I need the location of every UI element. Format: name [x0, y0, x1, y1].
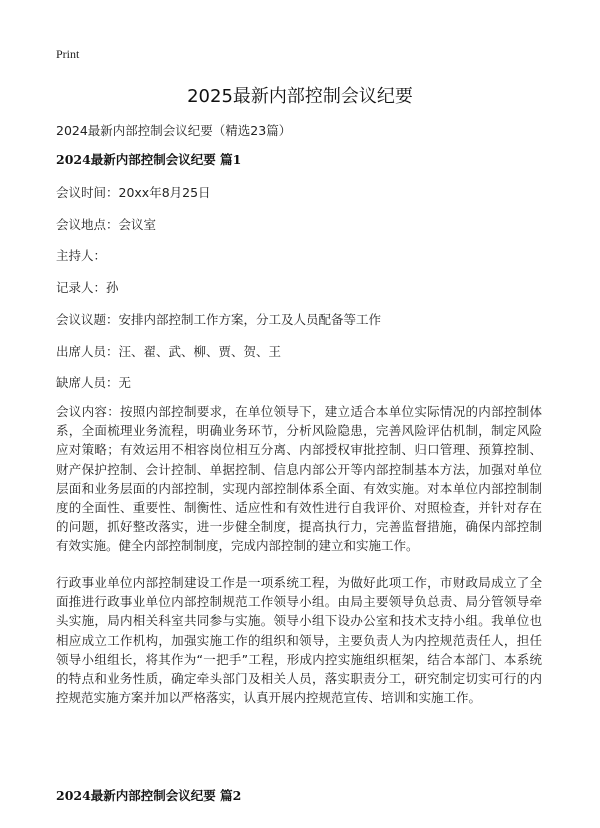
body-paragraph: 行政事业单位内部控制建设工作是一项系统工程，为做好此项工作，市财政局成立了全面推进行政事业单位内部控制规范工作领导小组。由局主要领导负总责、局分管领导牵头实施，局内相关科室共同参与实施。领导小组下设办公室和技术支持小组。我单位也相应成立工作机构，加强实施工作的组织和领导，主要负责人为内控规范责任人，担任领导小组组长，将其作为“一把手”工程，形成内控实施组织框架，结合本部门、本系统的特点和业务性质，确定牵头部门及相关人员，落实职责分工，研究制定切实可行的内控规范实施方案并加以严格落实，认真开展内控规范宣传、培训和实施工作。: [56, 575, 542, 706]
print-link[interactable]: Print: [56, 47, 80, 61]
section-heading-2: 2024最新内部控制会议纪要 篇2: [56, 788, 242, 803]
meeting-time: 会议时间：20xx年8月25日: [56, 185, 211, 200]
document-subtitle: 2024最新内部控制会议纪要（精选23篇）: [56, 123, 292, 138]
meeting-content-paragraph: 会议内容：按照内部控制要求，在单位领导下，建立适合本单位实际情况的内部控制体系，全面梳理业务流程，明确业务环节，分析风险隐患，完善风险评估机制，制定风险应对策略；有效运用不相容岗位相互分离、内部授权审批控制、归口管理、预算控制、财产保护控制、会计控制、单据控制、信息内部公开等内部控制基本方法，加强对单位层面和业务层面的内部控制，实现内部控制体系全面、有效实施。对本单位内部控制制度的全面性、重要性、制衡性、适应性和有效性进行自我评价、对照检查，并针对存在的问题，抓好整改落实，进一步健全制度，提高执行力，完善监督措施，确保内部控制有效实施。健全内部控制制度，完成内部控制的建立和实施工作。: [56, 404, 542, 554]
section-heading-1: 2024最新内部控制会议纪要 篇1: [56, 152, 242, 167]
meeting-recorder: 记录人：孙: [56, 280, 119, 295]
document-title: 2025最新内部控制会议纪要: [187, 86, 413, 107]
meeting-topic: 会议议题：安排内部控制工作方案，分工及人员配备等工作: [56, 312, 382, 327]
meeting-host: 主持人：: [56, 248, 107, 263]
meeting-attendees: 出席人员：汪、翟、武、柳、贾、贺、王: [56, 344, 282, 359]
meeting-location: 会议地点：会议室: [56, 217, 157, 232]
meeting-absentees: 缺席人员：无: [56, 375, 132, 390]
